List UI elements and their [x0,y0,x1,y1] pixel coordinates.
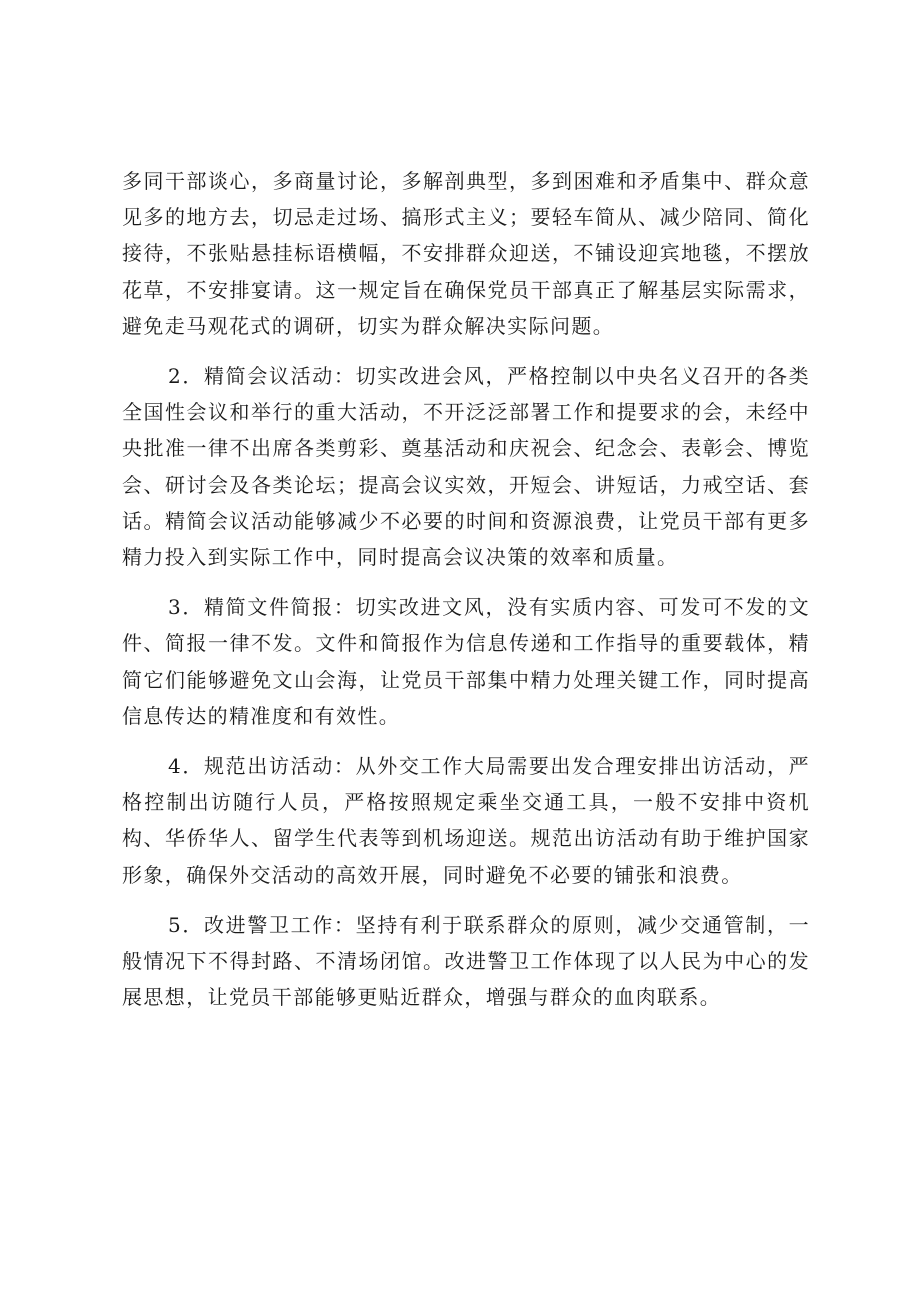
paragraph-item-5: 5．改进警卫工作：坚持有利于联系群众的原则，减少交通管制，一般情况下不得封路、不清场闭馆。改进警卫工作体现了以人民为中心的发展思想，让党员干部能够更贴近群众，增强与群众的血肉联系。 [122,912,810,1010]
paragraph-item-2: 2．精简会议活动：切实改进会风，严格控制以中央名义召开的各类全国性会议和举行的重大活动，不开泛泛部署工作和提要求的会，未经中央批准一律不出席各类剪彩、奠基活动和庆祝会、纪念会、表彰会、博览会、研讨会及各类论坛；提高会议实效，开短会、讲短话，力戒空话、套话。精简会议活动能够减少不必要的时间和资源浪费，让党员干部有更多精力投入到实际工作中，同时提高会议决策的效率和质量。 [122,364,810,570]
paragraph-item-3: 3．精简文件简报：切实改进文风，没有实质内容、可发可不发的文件、简报一律不发。文件和简报作为信息传递和工作指导的重要载体，精简它们能够避免文山会海，让党员干部集中精力处理关键工作，同时提高信息传达的精准度和有效性。 [122,595,810,728]
document-body [122,163,810,1029]
paragraph-item-4: 4．规范出访活动：从外交工作大局需要出发合理安排出访活动，严格控制出访随行人员，严格按照规定乘坐交通工具，一般不安排中资机构、华侨华人、留学生代表等到机场迎送。规范出访活动有助于维护国家形象，确保外交活动的高效开展，同时避免不必要的铺张和浪费。 [122,754,810,887]
paragraph-continuation: 多同干部谈心，多商量讨论，多解剖典型，多到困难和矛盾集中、群众意见多的地方去，切忌走过场、搞形式主义；要轻车简从、减少陪同、简化接待，不张贴悬挂标语横幅，不安排群众迎送，不铺设迎宾地毯，不摆放花草，不安排宴请。这一规定旨在确保党员干部真正了解基层实际需求，避免走马观花式的调研，切实为群众解决实际问题。 [122,169,810,338]
